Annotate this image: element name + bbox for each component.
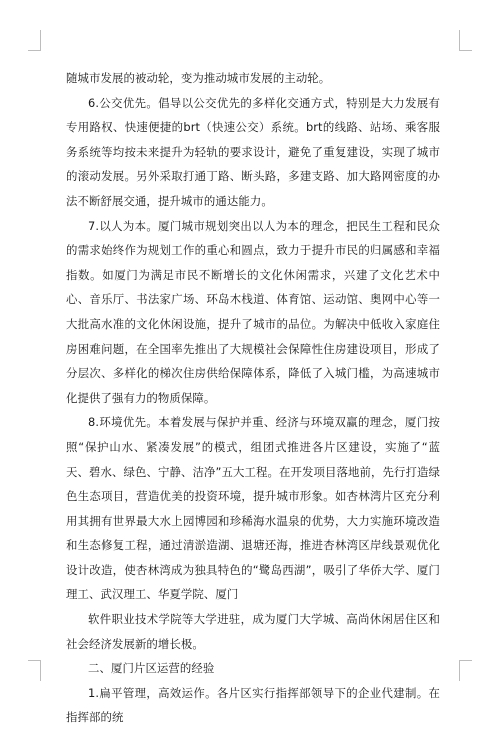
crop-mark-bottom-right-vertical — [459, 660, 460, 681]
paragraph-transit-priority: 6.公交优先。倡导以公交优先的多样化交通方式，特别是大力发展有专用路权、快速便捷的brt（快速公交）系统。brt的线路、站场、乘客服务系统等均按未来提升为轻轨的要求设计，避免了重复建设，实现了城市的滚动发展。另外采取打通丁路、断头路，多建支路、加大路网密度的办法不断舒展交通，提升城市的通达能力。 — [66, 95, 440, 208]
crop-mark-bottom-left-vertical — [40, 660, 41, 681]
document-body — [66, 66, 440, 730]
crop-mark-bottom-right-horizontal — [459, 660, 472, 661]
crop-mark-top-left-horizontal — [28, 50, 41, 51]
crop-mark-top-left-vertical — [40, 30, 41, 51]
crop-mark-top-right-horizontal — [459, 50, 472, 51]
crop-mark-bottom-left-horizontal — [28, 660, 41, 661]
paragraph-university-settlement: 软件职业技术学院等大学进驻，成为厦门大学城、高尚休闲居住区和社会经济发展新的增长极。 — [66, 612, 440, 651]
crop-mark-top-right-vertical — [459, 30, 460, 51]
paragraph-continuation: 随城市发展的被动轮，变为推动城市发展的主动轮。 — [66, 71, 331, 85]
paragraph-people-oriented: 7.以人为本。厦门城市规划突出以人为本的理念，把民生工程和民众的需求始终作为规划工作的重心和圆点，致力于提升市民的归属感和幸福指数。如厦门为满足市民不断增长的文化休闲需求，兴建了文化艺术中心、音乐厅、书法家广场、环岛木栈道、体育馆、运动馆、奥网中心等一大批高水准的文化休闲设施，提升了城市的品位。为解决中低收入家庭住房困难问题，在全国率先推出了大规模社会保障性住房建设项目，形成了分层次、多样化的梯次住房供给保障体系，降低了入城门槛，为高速城市化提供了强有力的物质保障。 — [66, 218, 440, 405]
paragraph-flat-management: 1.扁平管理，高效运作。各片区实行指挥部领导下的企业代建制。在指挥部的统 — [66, 685, 440, 725]
paragraph-environment-priority: 8.环境优先。本着发展与保护并重、经济与环境双赢的理念，厦门按照“保护山水、紧凑发展”的模式，组团式推进各片区建设，实施了“蓝天、碧水、绿色、宁静、洁净”五大工程。在开发项目落地前，先行打造绿色生态项目，营造优美的投资环境，提升城市形象。如杏林湾片区充分利用其拥有世界最大水上园博园和珍稀海水温泉的优势，大力实施环境改造和生态修复工程，通过清淤造湖、退塘还海，推进杏林湾区岸线景观优化设计改造，使杏林湾成为独具特色的“鹭岛西湖”，吸引了华侨大学、厦门理工、武汉理工、华夏学院、厦门 — [66, 415, 440, 602]
section-heading-experience: 二、厦门片区运营的经验 — [88, 661, 215, 676]
